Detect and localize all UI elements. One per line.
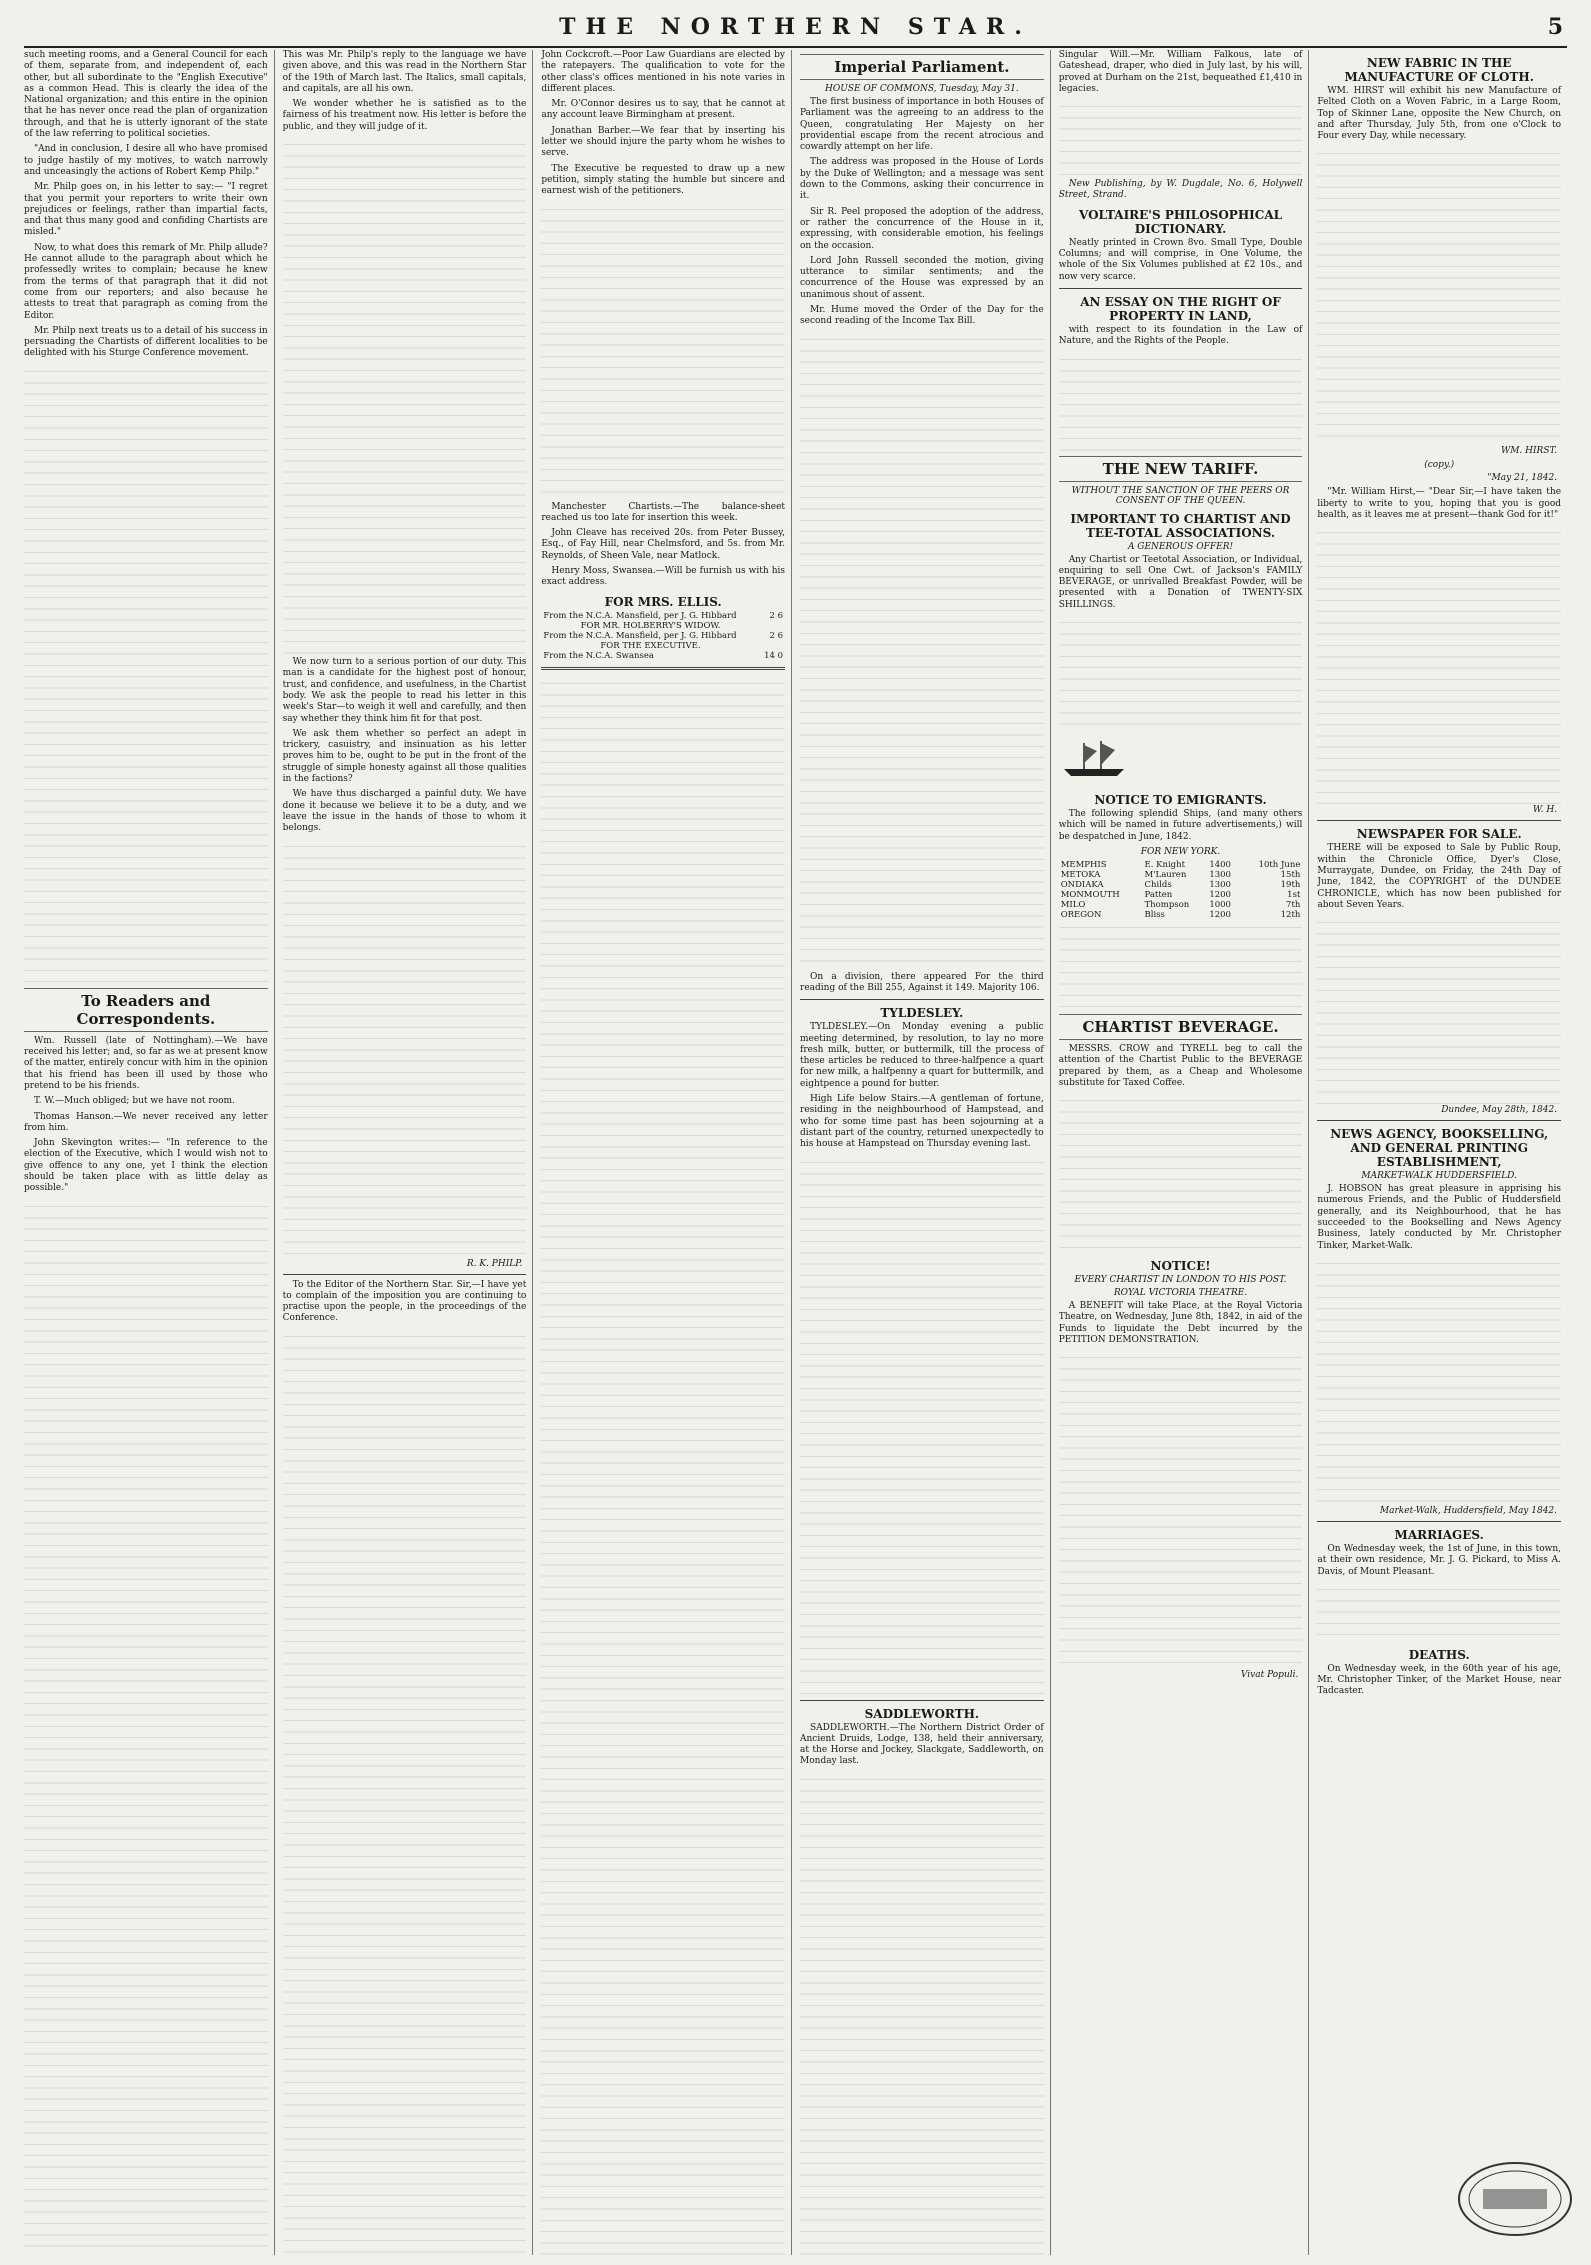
correspondent-note: The Executive be requested to draw up a new petition, simply stating the humble but sincere and earnest wish of the petitioners. <box>541 163 786 197</box>
text-filler <box>541 202 785 502</box>
newspaper-stamp-icon <box>1455 2159 1575 2239</box>
table-cell: 14 0 <box>764 650 784 661</box>
article-paragraph: Sir R. Peel proposed the adoption of the address, or rather the concurrence of the House in it, expressing, with considerable emotion, his feelings on the occasion. <box>800 206 1044 251</box>
page-number: 5 <box>1547 14 1563 40</box>
columns <box>24 50 1567 2255</box>
ship-captain: Bliss <box>1144 909 1165 920</box>
text-filler <box>1317 1582 1561 1642</box>
advert-subheading: WITHOUT THE SANCTION OF THE PEERS OR CONSENT OF THE QUEEN. <box>1071 485 1290 506</box>
article-paragraph: This was Mr. Philp's reply to the language we have given above, and this was read in the Northern Star of the 19th of March last. The Italics, small capitals, and capitals, are all his own. <box>282 50 527 94</box>
column-1 <box>24 50 275 2255</box>
ship-name: OREGON <box>1060 909 1102 920</box>
text-filler <box>800 1155 1044 1695</box>
text-filler <box>1059 1350 1303 1670</box>
text-filler <box>1059 920 1303 1010</box>
correspondent-note: Jonathan Barber.—We fear that by inserting his letter we should injure the party whom he wishes to serve. <box>541 125 786 159</box>
divider <box>283 1274 527 1275</box>
advert-text: Any Chartist or Teetotal Association, or Individual, enquiring to sell One Cwt. of Jackson's FAMILY BEVERAGE, or unrivalled Breakfast Powder, will be presented with a Donation of TWENTY-SIX SHILLINGS. <box>1058 554 1303 610</box>
ship-captain: Patten <box>1144 889 1173 900</box>
divider <box>800 1700 1044 1701</box>
masthead <box>24 10 1567 48</box>
column-3 <box>541 50 792 2255</box>
ship-tons: 1200 <box>1209 889 1231 900</box>
advert-heading: DEATHS. <box>1408 1647 1470 1662</box>
article-paragraph: such meeting rooms, and a General Council for each of them, separate from, and independent of, each other, but all subordinate to the "English Executive" as a common Head. This is clearly the idea of the National organization; and this entire in the opinion that he has never once read the plan of organization through, and that he is utterly ignorant of the state of the law referring to political societies. <box>24 50 268 140</box>
article-paragraph: We wonder whether he is satisfied as to the fairness of his treatment now. His letter is before the public, and they will judge of it. <box>282 99 527 132</box>
advert-heading: NOTICE! <box>1150 1259 1211 1274</box>
ship-name: MONMOUTH <box>1060 889 1120 900</box>
correspondent-note: Thomas Hanson.—We never received any letter from him. <box>24 1111 268 1133</box>
article-paragraph: Mr. Hume moved the Order of the Day for the second reading of the Income Tax Bill. <box>800 305 1044 327</box>
section-heading: Imperial Parliament. <box>800 54 1044 80</box>
subscription-heading: FOR MRS. ELLIS. <box>604 594 722 609</box>
table-row <box>541 631 785 641</box>
text-filler <box>283 1329 527 2255</box>
advert-text: WM. HIRST will exhibit his new Manufacture of Felted Cloth on a Woven Fabric, in a Large Room, Top of Skinner Lane, opposite the New Church, on and after Thursday, July 5th, from one o'Clock to Four every Day, while necessary. <box>1317 86 1562 142</box>
ship-sails: 10th June <box>1258 859 1301 870</box>
table-cell: FOR THE EXECUTIVE. <box>600 640 701 651</box>
text-filler <box>1317 146 1561 446</box>
table-cell: 2 6 <box>769 630 784 641</box>
signature: W. H. <box>1532 805 1558 816</box>
advert-text: MESSRS. CROW and TYRELL beg to call the attention of the Chartist Public to the BEVERAGE prepared by them, as a Cheap and Wholesome substitute for Taxed Coffee. <box>1058 1043 1303 1088</box>
advert-text: THERE will be exposed to Sale by Public Roup, within the Chronicle Office, Dyer's Close, Murraygate, Dundee, on Friday, the 24th Day of June, 1842, the COPYRIGHT of the DUNDEE CHRONICLE, which has now been published for about Seven Years. <box>1317 843 1562 910</box>
signature: WM. HIRST. <box>1500 446 1558 457</box>
article-paragraph: On a division, there appeared For the third reading of the Bill 255, Against it 149. Majority 106. <box>800 971 1044 993</box>
text-filler <box>1059 615 1303 735</box>
table-cell <box>760 621 785 631</box>
table-cell: 2 6 <box>769 610 784 621</box>
ship-captain: Childs <box>1144 879 1172 890</box>
column-6 <box>1317 50 1567 2255</box>
article-paragraph: TYLDESLEY.—On Monday evening a public meeting determined, by resolution, to lay no more fresh milk, butter, or buttermilk, till the process of these articles be reduced to three-halfpence a quart for new milk, a halfpenny a quart for buttermilk, and eightpence a pound for butter. <box>800 1022 1044 1089</box>
table-cell: From the N.C.A. Mansfield, per J. G. Hibbard <box>543 630 737 641</box>
ship-sails: 15th <box>1280 869 1301 880</box>
divider <box>1317 1521 1561 1522</box>
table-row <box>541 611 785 621</box>
article-paragraph: We ask them whether so perfect an adept in trickery, casuistry, and insinuation as his letter proves him to be, ought to be put in the front of the struggle of simple honesty against all those qualities in the factions? <box>282 728 527 785</box>
ship-name: MILO <box>1060 899 1086 910</box>
correspondent-note: Wm. Russell (late of Nottingham).—We have received his letter; and, so far as we at present know of the matter, entirely concur with him in the opinion that his friend has been ill used by those who pretend to be his friends. <box>24 1035 268 1091</box>
text-filler <box>24 1199 268 2255</box>
ship-captain: M'Lauren <box>1144 869 1187 880</box>
text-filler <box>1059 99 1303 179</box>
article-heading: SADDLEWORTH. <box>864 1706 980 1721</box>
text-filler <box>24 364 268 984</box>
table-row <box>541 641 785 651</box>
ship-sails: 1st <box>1287 889 1301 900</box>
ships-table <box>1059 860 1303 920</box>
advert-text: The following splendid Ships, (and many others which will be named in future advertisements,) will be despatched in June, 1842. <box>1058 809 1303 842</box>
article-paragraph: The first business of importance in both Houses of Parliament was the agreeing to an address to the Queen, congratulating Her Majesty on her providential escape from the recent atrocious and cowardly attempt on her life. <box>800 97 1044 153</box>
divider <box>800 999 1044 1000</box>
table-row <box>1059 890 1303 900</box>
article-heading: TYLDESLEY. <box>880 1006 964 1021</box>
column-2 <box>283 50 534 2255</box>
table-row <box>1059 900 1303 910</box>
advert-subheading: ROYAL VICTORIA THEATRE. <box>1113 1288 1248 1299</box>
signature: R. K. PHILP. <box>466 1258 523 1269</box>
advert-text: Neatly printed in Crown 8vo. Small Type, Double Columns; and will comprise, in One Volume, the whole of the Six Volumes published at £2 10s., and now very scarce. <box>1058 237 1303 282</box>
ship-sails: 7th <box>1286 899 1301 910</box>
subscription-table <box>541 611 785 661</box>
correspondent-note: Mr. O'Connor desires us to say, that he cannot at any account leave Birmingham at present. <box>541 99 786 121</box>
advert-heading: CHARTIST BEVERAGE. <box>1059 1014 1303 1040</box>
article-paragraph: Singular Will.—Mr. William Falkous, late of Gateshead, draper, who died in July last, by his will, proved at Durham on the 21st, bequeathed £1,410 in legacies. <box>1058 50 1303 94</box>
section-heading: To Readers and Correspondents. <box>24 988 268 1032</box>
column-4 <box>800 50 1051 2255</box>
table-row <box>1059 880 1303 890</box>
article-paragraph: High Life below Stairs.—A gentleman of fortune, residing in the neighbourhood of Hampstead, and who for some time past has been sojourning at a distant part of the country, returned unexpectedly to his house at Hampstead on Thursday evening last. <box>800 1094 1044 1150</box>
advert-text: A BENEFIT will take Place, at the Royal Victoria Theatre, on Wednesday, June 8th, 1842, in aid of the Funds to liquidate the Debt incurred by the PETITION DEMONSTRATION. <box>1058 1301 1303 1346</box>
article-paragraph: SADDLEWORTH.—The Northern District Order of Ancient Druids, Lodge, 138, held their anniversary, at the Horse and Jockey, Slackgate, Saddleworth, on Monday last. <box>800 1722 1044 1767</box>
article-paragraph: Now, to what does this remark of Mr. Philp allude? He cannot allude to the paragraph about which he professedly writes to complain; because he knew from the terms of that paragraph that it did not come from our reporters; and also because he attests to treat that paragraph as coming from the Editor. <box>24 242 268 321</box>
ship-tons: 1400 <box>1209 859 1231 870</box>
advert-heading: VOLTAIRE'S PHILOSOPHICAL DICTIONARY. <box>1078 207 1283 236</box>
advert-heading: MARRIAGES. <box>1394 1527 1484 1542</box>
text-filler <box>1317 915 1561 1105</box>
advert-text: On Wednesday week, in the 60th year of his age, Mr. Christopher Tinker, of the Market House, near Tadcaster. <box>1317 1663 1562 1697</box>
text-filler <box>800 332 1044 972</box>
article-paragraph: Mr. Philp goes on, in his letter to say:— "I regret that you permit your reporters to write their own prejudices or feelings, rather than impartial facts, and that thus many good and confiding Chartists are misled." <box>24 182 268 238</box>
advert-heading: NEWSPAPER FOR SALE. <box>1356 827 1522 842</box>
ship-sails: 19th <box>1280 879 1301 890</box>
advert-heading: THE NEW TARIFF. <box>1059 456 1303 482</box>
correspondent-note: John Cleave has received 20s. from Peter Bussey, Esq., of Fay Hill, near Chelmsford, and 5s. from Mr. Reynolds, of Sheen Vale, near Matlock. <box>541 528 786 561</box>
ship-tons: 1200 <box>1209 909 1231 920</box>
table-row <box>1059 870 1303 880</box>
ship-captain: E. Knight <box>1144 859 1185 870</box>
publisher-line: New Publishing, by W. Dugdale, No. 6, Holywell Street, Strand. <box>1058 179 1303 201</box>
correspondent-note: T. W.—Much obliged; but we have not room. <box>34 1096 235 1107</box>
correspondent-note: John Cockcroft.—Poor Law Guardians are elected by the ratepayers. The qualification to vote for the other class's offices mentioned in his note varies in different places. <box>541 50 786 94</box>
divider <box>1059 288 1303 289</box>
text-filler <box>800 1772 1044 2255</box>
signature: Dundee, May 28th, 1842. <box>1441 1105 1558 1116</box>
text-filler <box>283 839 527 1259</box>
table-cell: FOR MR. HOLBERRY'S WIDOW. <box>580 620 721 631</box>
ship-tons: 1000 <box>1209 899 1231 910</box>
copy-heading: (copy.) <box>1424 460 1455 471</box>
ship-illustration-icon <box>1059 739 1129 779</box>
advert-heading: NOTICE TO EMIGRANTS. <box>1094 793 1267 808</box>
ship-name: MEMPHIS <box>1060 859 1107 870</box>
ship-tons: 1300 <box>1209 879 1231 890</box>
table-row <box>1059 910 1303 920</box>
ship-sails: 12th <box>1280 909 1301 920</box>
advert-subheading: A GENEROUS OFFER! <box>1127 541 1234 552</box>
article-quote: "And in conclusion, I desire all who have promised to judge hastily of my motives, to watch narrowly and unceasingly the actions of Robert Kemp Philp." <box>24 144 268 177</box>
table-cell: From the N.C.A. Swansea <box>543 650 654 661</box>
table-row <box>541 651 785 661</box>
section-subheading: HOUSE OF COMMONS, Tuesday, May 31. <box>824 84 1019 94</box>
correspondent-note: Henry Moss, Swansea.—Will be furnish us with his exact address. <box>541 566 786 588</box>
article-paragraph: We now turn to a serious portion of our duty. This man is a candidate for the highest post of honour, trust, and confidence, and usefulness, in the Chartist body. We ask the people to read his letter in this week's Star—to weigh it well and carefully, and then say whether they think him fit for that post. <box>282 657 527 724</box>
advert-text: On Wednesday week, the 1st of June, in this town, at their own residence, Mr. J. G. Pickard, to Miss A. Davis, of Mount Pleasant. <box>1317 1543 1562 1577</box>
ship-tons: 1300 <box>1209 869 1231 880</box>
article-paragraph: Lord John Russell seconded the motion, giving utterance to similar sentiments; and the concurrence of the House was expressed by an unanimous shout of assent. <box>800 255 1044 300</box>
advert-text: with respect to its foundation in the Law of Nature, and the Rights of the People. <box>1058 324 1303 347</box>
advert-subheading: FOR NEW YORK. <box>1140 846 1221 857</box>
divider <box>541 667 785 670</box>
advert-subheading: EVERY CHARTIST IN LONDON TO HIS POST. <box>1074 1275 1287 1286</box>
article-paragraph: We have thus discharged a painful duty. We have done it because we believe it to be a duty, and we leave the issue in the hands of those to whom it belongs. <box>282 789 527 834</box>
ship-captain: Thompson <box>1144 899 1190 910</box>
text-filler <box>1059 1093 1303 1253</box>
text-filler <box>1059 352 1303 452</box>
letter-text: "Mr. William Hirst,— "Dear Sir,—I have taken the liberty to write to you, hoping that you is good health, as it leaves me at present—thank God for it!" <box>1317 487 1562 521</box>
column-5 <box>1059 50 1310 2255</box>
correspondent-note: Manchester Chartists.—The balance-sheet reached us too late for insertion this week. <box>541 501 786 523</box>
advert-heading: AN ESSAY ON THE RIGHT OF PROPERTY IN LAND, <box>1080 294 1281 323</box>
article-paragraph: The address was proposed in the House of Lords by the Duke of Wellington; and a message was sent down to the Commons, asking their concurrence in it. <box>800 157 1044 202</box>
newspaper-title: THE NORTHERN STAR. <box>559 14 1032 40</box>
table-cell: From the N.C.A. Mansfield, per J. G. Hibbard <box>543 610 737 621</box>
table-row <box>1059 860 1303 870</box>
divider <box>1317 820 1561 821</box>
text-filler <box>1317 1256 1561 1506</box>
divider <box>1317 1120 1561 1121</box>
ship-name: ONDIAKA <box>1060 879 1104 890</box>
signature: Market-Walk, Huddersfield, May 1842. <box>1379 1505 1558 1516</box>
correspondent-note: John Skevington writes:— "In reference to the election of the Executive, which I would wish not to give offence to any one, yet I think the election should be taken place with as little delay as possible." <box>24 1138 268 1194</box>
advert-text: J. HOBSON has great pleasure in apprising his numerous Friends, and the Public of Huddersfield generally, and its Neighbourhood, that he has succeeded to the Bookselling and News Agency Business, lately conducted by Mr. Christopher Tinker, Market-Walk. <box>1317 1184 1562 1251</box>
table-cell <box>760 641 785 651</box>
letter-date: "May 21, 1842. <box>1487 473 1558 484</box>
advert-heading: NEW FABRIC IN THE MANUFACTURE OF CLOTH. <box>1344 56 1534 84</box>
advert-heading: NEWS AGENCY, BOOKSELLING, AND GENERAL PRINTING ESTABLISHMENT, <box>1330 1127 1549 1170</box>
ship-name: METOKA <box>1060 869 1101 880</box>
advert-heading: IMPORTANT TO CHARTIST AND TEE-TOTAL ASSOCIATIONS. <box>1070 511 1291 540</box>
text-filler <box>1317 525 1561 805</box>
advert-subheading: MARKET-WALK HUDDERSFIELD. <box>1361 1171 1517 1182</box>
text-filler <box>541 676 785 2255</box>
letter-paragraph: To the Editor of the Northern Star. Sir,—I have yet to complain of the imposition you are continuing to practise upon the people, in the proceedings of the Conference. <box>282 1279 527 1324</box>
signature: Vivat Populi. <box>1240 1670 1299 1681</box>
article-paragraph: Mr. Philp next treats us to a detail of his success in persuading the Chartists of different localities to be delighted with his Sturge Conference movement. <box>24 325 268 359</box>
table-row <box>541 621 785 631</box>
text-filler <box>283 137 527 657</box>
